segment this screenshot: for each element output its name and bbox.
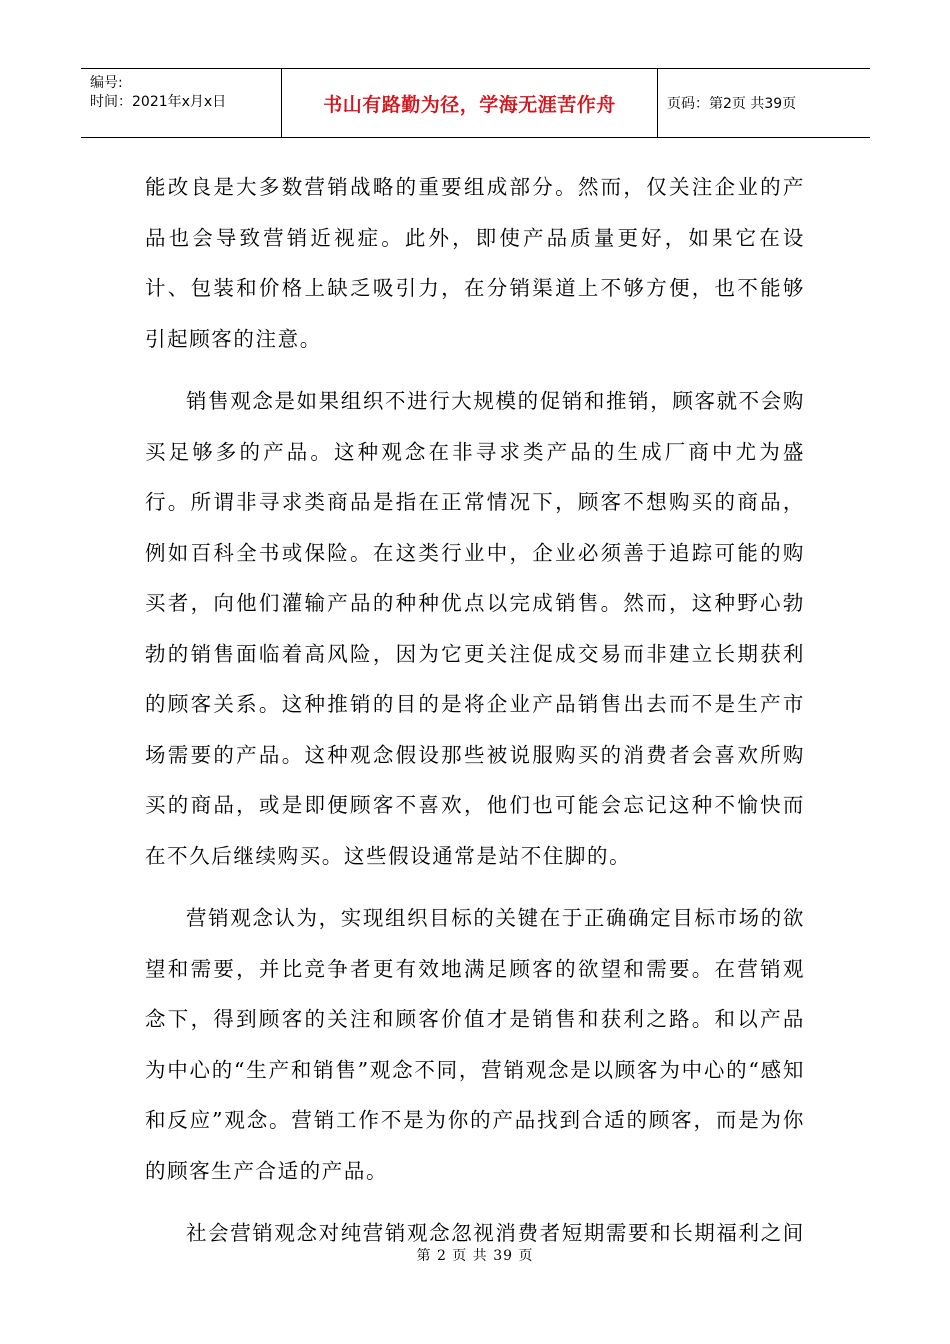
page-footer: 第 2 页 共 39 页 xyxy=(416,1248,534,1264)
document-body xyxy=(145,162,805,1271)
date-label: 时间：2021年x月x日 xyxy=(90,94,227,110)
header-meta xyxy=(81,69,281,137)
header-page-info-cell xyxy=(658,69,870,137)
number-label: 编号: xyxy=(90,75,123,91)
paragraph: 能改良是大多数营销战略的重要组成部分。然而，仅关注企业的产品也会导致营销近视症。此外，即使产品质量更好，如果它在设计、包装和价格上缺乏吸引力，在分销渠道上不够方便，也不能够引起顾客的注意。 xyxy=(145,175,805,351)
document-header xyxy=(81,68,870,138)
paragraph: 销售观念是如果组织不进行大规模的促销和推销，顾客就不会购买足够多的产品。这种观念在非寻求类产品的生成厂商中尤为盛行。所谓非寻求类商品是指在正常情况下，顾客不想购买的商品，例如百科全书或保险。在这类行业中，企业必须善于追踪可能的购买者，向他们灌输产品的种种优点以完成销售。然而，这种野心勃勃的销售面临着高风险，因为它更关注促成交易而非建立长期获利的顾客关系。这种推销的目的是将企业产品销售出去而不是生产市场需要的产品。这种观念假设那些被说服购买的消费者会喜欢所购买的商品，或是即便顾客不喜欢，他们也可能会忘记这种不愉快而在不久后继续购买。这些假设通常是站不住脚的。 xyxy=(145,389,805,868)
paragraph: 社会营销观念对纯营销观念忽视消费者短期需要和长期福利之间 xyxy=(186,1221,805,1245)
header-motto-cell xyxy=(281,69,658,137)
header-motto: 书山有路勤为径，学海无涯苦作舟 xyxy=(323,93,616,116)
paragraph: 营销观念认为，实现组织目标的关键在于正确确定目标市场的欲望和需要，并比竞争者更有效地满足顾客的欲望和需要。在营销观念下，得到顾客的关注和顾客价值才是销售和获利之路。和以产品为中心的“生产和销售”观念不同，营销观念是以顾客为中心的“感知和反应”观念。营销工作不是为你的产品找到合适的顾客，而是为你的顾客生产合适的产品。 xyxy=(145,906,805,1183)
header-page-info: 页码：第2页 共39页 xyxy=(667,96,797,112)
